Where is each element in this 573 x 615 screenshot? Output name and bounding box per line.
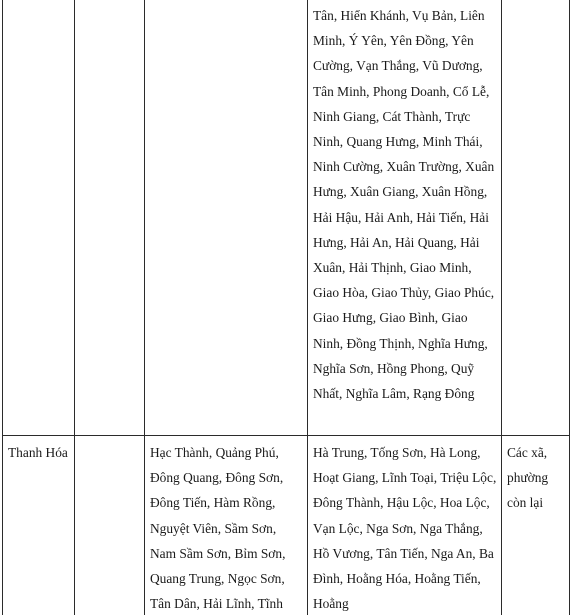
communes-cell: [308, 436, 502, 615]
table-row: [3, 0, 570, 436]
communes-list: Tân, Hiển Khánh, Vụ Bản, Liên Minh, Ý Yên, Yên Đồng, Yên Cường, Vạn Thắng, Vũ Dương, Tân Minh, Phong Doanh, Cổ Lễ, Ninh Giang, Cát Thành, Trực Ninh, Quang Hưng, Minh Thái, Ninh Cường, Xuân Trường, Xuân Hưng, Xuân Giang, Xuân Hồng, Hải Hậu, Hải Anh, Hải Tiến, Hải Hưng, Hải An, Hải Quang, Hải Xuân, Hải Thịnh, Giao Minh, Giao Hòa, Giao Thủy, Giao Phúc, Giao Hưng, Giao Bình, Giao Ninh, Đồng Thịnh, Nghĩa Hưng, Nghĩa Sơn, Hồng Phong, Quỹ Nhất, Nghĩa Lâm, Rạng Đông: [313, 8, 495, 402]
remaining-cell: [502, 0, 570, 436]
communes-cell: [308, 0, 502, 436]
communes-list: Hà Trung, Tống Sơn, Hà Long, Hoạt Giang, Lĩnh Toại, Triệu Lộc, Đông Thành, Hậu Lộc, Hoa Lộc, Vạn Lộc, Nga Sơn, Nga Thắng, Hồ Vương, Tân Tiến, Nga An, Ba Đình, Hoằng Hóa, Hoằng Tiến, Hoằng: [313, 445, 497, 612]
administrative-units-table: [2, 0, 570, 615]
remaining-text: Các xã, phường còn lại: [507, 445, 549, 511]
province-cell: [3, 436, 75, 615]
table-cell: [75, 436, 145, 615]
remaining-cell: [502, 436, 570, 615]
wards-list: Hạc Thành, Quảng Phú, Đông Quang, Đông Sơn, Đông Tiến, Hàm Rồng, Nguyệt Viên, Sầm Sơn, Nam Sầm Sơn, Bỉm Sơn, Quang Trung, Ngọc Sơn, Tân Dân, Hải Lĩnh, Tĩnh: [150, 445, 286, 612]
wards-cell: [145, 436, 308, 615]
table-row: [3, 436, 570, 615]
wards-cell: [145, 0, 308, 436]
table-cell: [75, 0, 145, 436]
province-cell: [3, 0, 75, 436]
province-name: Thanh Hóa: [8, 445, 68, 460]
